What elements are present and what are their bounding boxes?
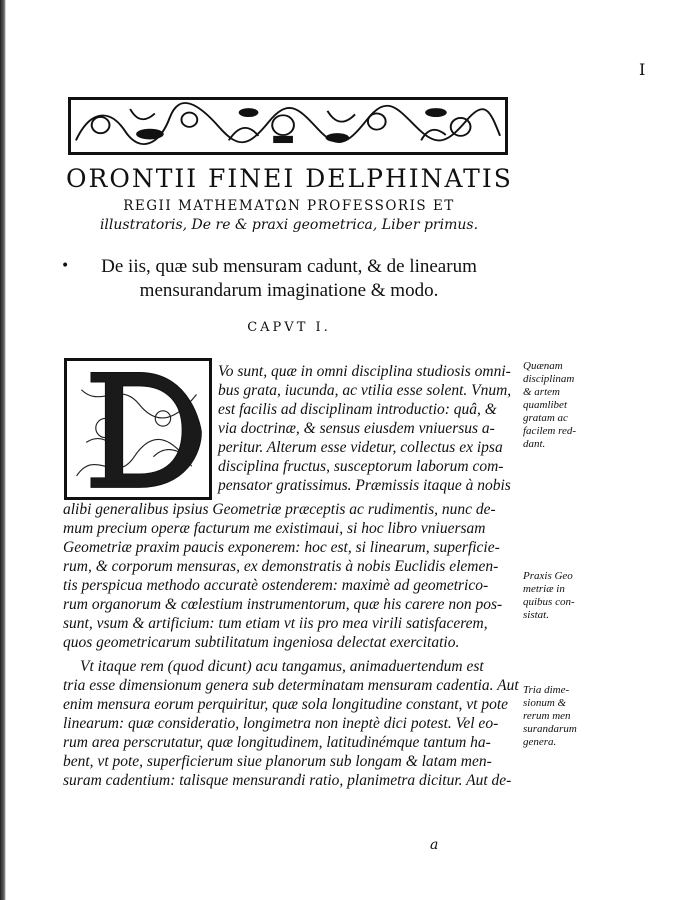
margin-note-line: disciplinam: [523, 373, 575, 385]
decorated-initial-d-image: [64, 358, 212, 500]
body-line: est facilis ad disciplinam introductio: quâ, &: [218, 401, 497, 418]
margin-note-line: Quænam: [523, 360, 563, 372]
body-line: Geometriæ praxim paucis exponerem: hoc est, si linearum, superficie-: [63, 539, 500, 556]
body-line: tria esse dimensionum genera sub determinatam mensuram cadentia. Aut: [63, 677, 519, 694]
body-line: rum, & corporum mensuras, ex demonstratis à nobis Euclidis elemen-: [63, 558, 499, 575]
margin-note-2: [523, 570, 575, 622]
main-heading-line2: REGII MATHEMATΩN PROFESSORIS ET: [123, 198, 455, 214]
margin-note-line: facilem red-: [523, 425, 577, 437]
margin-note-line: sionum &: [523, 697, 567, 709]
margin-note-line: surandarum: [523, 723, 577, 735]
body-line: tis perspicua methodo accuratè ostenderem: maximè ad geometrico-: [63, 577, 489, 594]
margin-note-line: Tria dime-: [523, 684, 570, 696]
body-line: suram cadentium: talisque mensurandi ratio, planimetra dicitur. Aut de-: [63, 772, 512, 789]
book-spine-shadow: [0, 0, 6, 900]
body-line: rum organorum & cœlestium instrumentorum, quæ his carere non pos-: [63, 596, 503, 613]
body-line: linearum: quæ consideratio, longimetra non ineptè dici potest. Vel eo-: [63, 715, 499, 732]
body-line: Vo sunt, quæ in omni disciplina studiosis omni-: [218, 363, 511, 380]
body-line: bus grata, iucunda, ac vtilia esse solent. Vnum,: [218, 382, 512, 399]
page-number: I: [639, 60, 646, 79]
main-heading-line1: ORONTII FINEI DELPHINATIS: [66, 164, 513, 193]
body-line: sunt, vsum & artificium: tum etiam vt iis pro mea virili satisfacerem,: [63, 615, 488, 632]
body-line: rum area perscrutatur, quæ longitudinem, latitudinémque tantum ha-: [63, 734, 491, 751]
margin-note-line: quamlibet: [523, 399, 567, 411]
margin-note-line: metriæ in: [523, 583, 565, 595]
main-heading-line3: illustratoris, De re & praxi geometrica, Liber primus.: [99, 217, 479, 233]
section-title-line1: De iis, quæ sub mensuram cadunt, & de linearum: [101, 256, 477, 277]
margin-note-line: genera.: [523, 736, 557, 748]
margin-note-line: sistat.: [523, 609, 549, 621]
bullet-dot: •: [61, 258, 70, 274]
margin-note-line: quibus con-: [523, 596, 575, 608]
margin-note-line: gratam ac: [523, 412, 568, 424]
margin-note-line: dant.: [523, 438, 546, 450]
woodcut-ornament-band: [68, 97, 508, 155]
body-line: via doctrinæ, & sensus eiusdem vniuersus a-: [218, 420, 495, 437]
margin-note-line: Praxis Geo: [523, 570, 573, 582]
section-title-line2: mensurandarum imaginatione & modo.: [139, 280, 439, 301]
body-line: alibi generalibus ipsius Geometriæ præceptis ac rudimentis, nunc de-: [63, 501, 496, 518]
body-line: disciplina fructus, susceptorum laborum com-: [218, 458, 504, 475]
margin-note-line: & artem: [523, 386, 560, 398]
chapter-heading: CAPVT I.: [247, 320, 331, 335]
margin-note-line: rerum men: [523, 710, 571, 722]
body-line: mum precium operæ facturum me existimaui, si hoc libro vniuersam: [63, 520, 486, 537]
body-line: Vt itaque rem (quod dicunt) acu tangamus, animaduertendum est: [80, 658, 484, 675]
body-line: pensator gratissimus. Præmissis itaque à nobis: [218, 477, 511, 494]
signature-mark: a: [430, 837, 439, 853]
body-line: bent, vt pote, superficierum siue planorum sub longam & latam men-: [63, 753, 492, 770]
margin-note-1: [523, 360, 576, 451]
body-line: enim mensura eorum perquiritur, quæ sola longitudine constant, vt pote: [63, 696, 509, 713]
body-line: quos geometricarum subtilitatum ingeniosa delectat exercitatio.: [63, 634, 460, 651]
body-line: peritur. Alterum esse videtur, collectus ex ipsa: [218, 439, 503, 456]
margin-note-3: [523, 684, 577, 749]
